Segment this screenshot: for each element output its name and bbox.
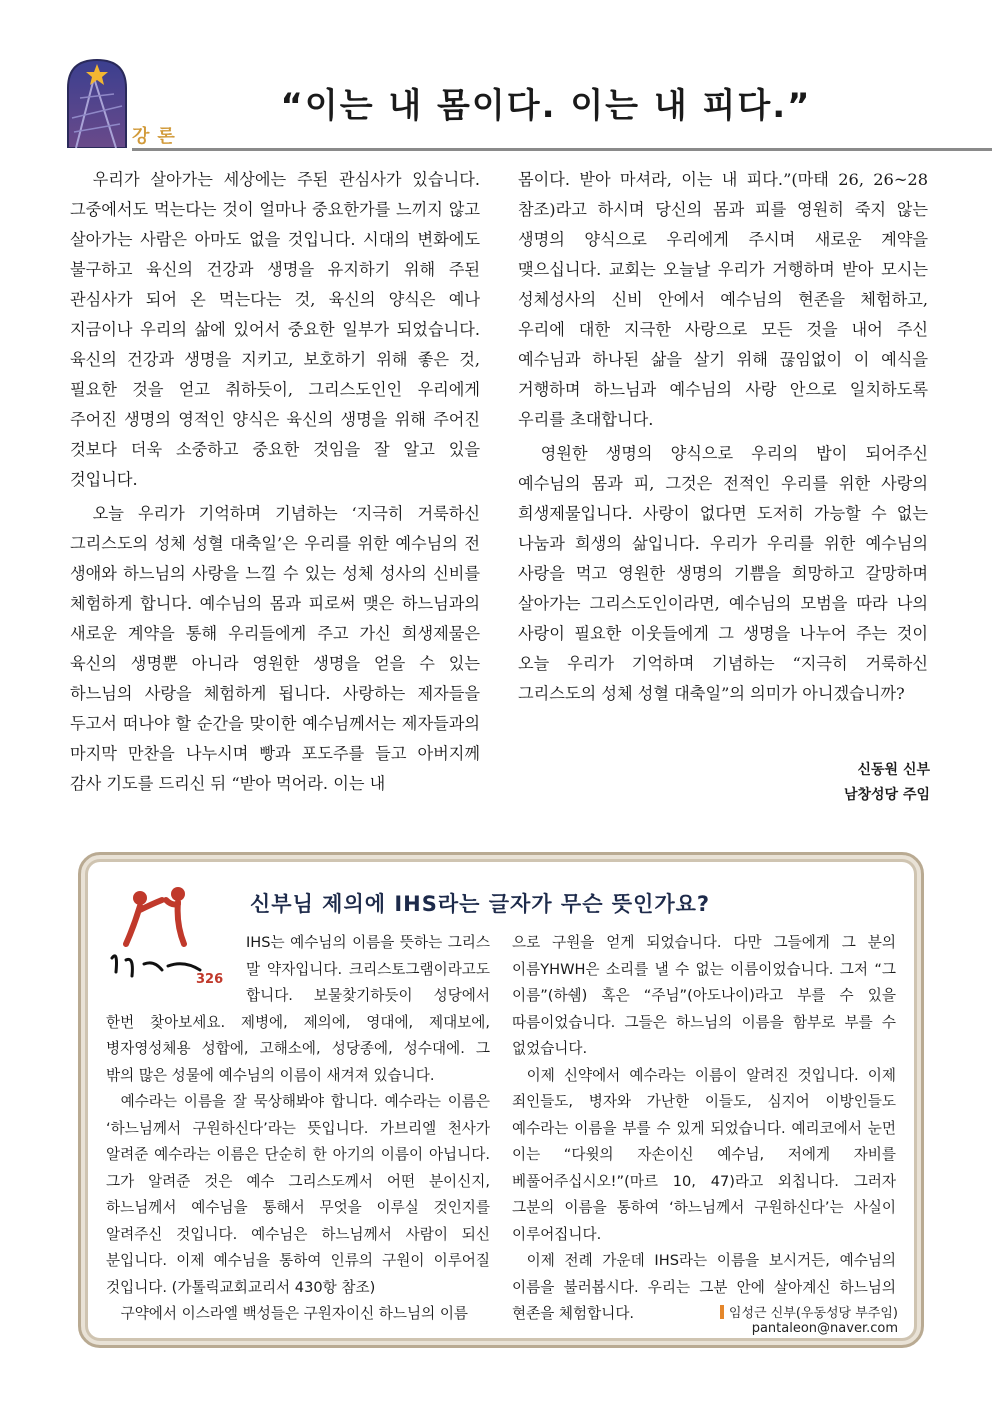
catechism-right-column <box>512 930 896 1328</box>
catechism-paragraph: 구약에서 이스라엘 백성들은 구원자이신 하느님의 이름 <box>120 1305 469 1322</box>
catechism-paragraph: 으로 구원을 얻게 되었습니다. 다만 그들에게 그 분의 이름YHWH은 소리를 낼 수 없는 이름이었습니다. 그저 “그 이름”(하쉠) 혹은 “주님”(아도나이)라고 부를 수 있을 따름이었습니다. 그들은 하느님의 이름을 함부로 부를 수 없었습니다. <box>512 934 896 1057</box>
catechism-paragraph: 예수라는 이름을 잘 묵상해봐야 합니다. 예수라는 이름은 ‘하느님께서 구원하신다’라는 뜻입니다. 가브리엘 천사가 알려준 예수라는 이름은 단순히 한 아기의 이름이 아닙니다. 그가 알려준 것은 예수 그리스도께서 어떤 분이신지, 하느님께서 예수님을 통해서 무엇을 이루실 것인지를 알려주신 것입니다. 예수님은 하느님께서 사람이 되신 분입니다. 이제 예수님을 통하여 인류의 구원이 이루어질 것입니다. (가톨릭교회교리서 430항 참조) <box>106 1093 490 1296</box>
series-number: 326 <box>196 972 224 987</box>
catechism-author <box>580 1302 898 1336</box>
homily-paragraph: 영원한 생명의 양식으로 우리의 밥이 되어주신 예수님의 몸과 피, 그것은 전적인 우리를 위한 사랑의 희생제물입니다. 사랑이 없다면 도저히 가능할 수 없는 나눔과 희생의 삶입니다. 우리가 우리를 위한 예수님의 사랑을 먹고 영원한 생명의 기쁨을 희망하고 갈망하며 살아가는 그리스도인이라면, 예수님의 모범을 따라 나의 사랑이 필요한 이웃들에게 그 생명을 나누어 주는 것이 오늘 우리가 기억하며 기념하는 “지극히 거룩하신 그리스도의 성체 성혈 대축일”의 의미가 아니겠습니까? <box>518 444 928 703</box>
homily-paragraph: 오늘 우리가 기억하며 기념하는 ‘지극히 거룩하신 그리스도의 성체 성혈 대축일’은 우리를 위한 예수님의 전 생애와 하느님의 사랑을 느낄 수 있는 성체 성사의 신비를 체험하게 합니다. 예수님의 몸과 피로써 맺은 하느님과의 새로운 계약을 통해 우리들에게 주고 가신 희생제물은 육신의 생명뿐 아니라 영원한 생명을 얻을 수 있는 하느님의 사랑을 체험하게 됩니다. 사랑하는 제자들을 두고서 떠나야 할 순간을 맞이한 예수님께서는 제자들과의 마지막 만찬을 나누시며 빵과 포도주를 들고 아버지께 감사 기도를 드리신 뒤 “받아 먹어라. 이는 내 <box>70 504 480 793</box>
signature-role: 남창성당 주임 <box>843 787 930 803</box>
homily-right-column <box>518 165 928 713</box>
homily-left-column <box>70 165 480 803</box>
page-title: “이는 내 몸이다. 이는 내 피다.” <box>280 86 812 126</box>
catechism-left-column <box>106 930 490 1328</box>
signature-name: 신동원 신부 <box>857 762 930 778</box>
logo-spacer <box>106 930 246 1008</box>
logo-text: 길을 찾는 교리 <box>104 981 156 990</box>
catechism-title: 신부님 제의에 IHS라는 글자가 무슨 뜻인가요? <box>250 892 711 916</box>
page-header <box>66 58 932 152</box>
homily-signature <box>700 758 930 808</box>
section-label: 강론 <box>132 126 183 147</box>
catechism-paragraph: IHS는 예수님의 이름을 뜻하는 그리스 말 약자입니다. 크리스토그램이라고도 합니다. 보물찾기하듯이 성당에서 한번 찾아보세요. 제병에, 제의에, 영대에, 제대보에, 병자영성체용 성합에, 고해소에, 성당종에, 성수대에. 그 밖의 많은 성물에 예수님의 이름이 새겨져 있습니다. <box>106 934 490 1084</box>
catechism-paragraph: 이제 신약에서 예수라는 이름이 알려진 것입니다. 이제 죄인들도, 병자와 가난한 이들도, 심지어 이방인들도 예수라는 이름을 부를 수 있게 되었습니다. 예리코에서 눈먼 이는 “다윗의 자손이신 예수님, 저에게 자비를 베풀어주십시오!”(마르 10, 47)라고 외칩니다. 그러자 그분의 이름을 통하여 ‘하느님께서 구원하신다’는 사실이 이루어집니다. <box>512 1066 896 1243</box>
homily-paragraph: 우리가 살아가는 세상에는 주된 관심사가 있습니다. 그중에서도 먹는다는 것이 얼마나 중요한가를 느끼지 않고 살아가는 사람은 아마도 없을 것입니다. 시대의 변화에도 불구하고 육신의 건강과 생명을 유지하기 위해 주된 관심사가 되어 온 먹는다는 것, 육신의 양식은 예나 지금이나 우리의 삶에 있어서 중요한 일부가 되었습니다. 육신의 건강과 생명을 지키고, 보호하기 위해 좋은 것, 필요한 것을 얻고 취하듯이, 그리스도인인 우리에게 주어진 생명의 영적인 양식은 육신의 생명을 위해 주어진 것보다 더욱 소중하고 중요한 것임을 잘 알고 있을 것입니다. <box>70 170 480 489</box>
author-bar-icon <box>720 1305 724 1319</box>
stained-glass-icon <box>66 58 128 148</box>
header-divider <box>132 148 992 151</box>
homily-paragraph: 몸이다. 받아 마셔라, 이는 내 피다.”(마태 26, 26~28 참조)라고 하시며 당신의 몸과 피를 영원히 죽지 않는 생명의 양식으로 우리에게 주시며 새로운 계약을 맺으십니다. 교회는 오늘날 우리가 거행하며 받아 모시는 성체성사의 신비 안에서 예수님의 현존을 체험하고, 우리에 대한 지극한 사랑으로 모든 것을 내어 주신 예수님과 하나된 삶을 살기 위해 끊임없이 이 예식을 거행하며 하느님과 예수님의 사랑 안으로 일치하도록 우리를 초대합니다. <box>518 170 928 429</box>
author-text: 임성근 신부(우동성당 부주임) pantaleon@naver.com <box>728 1306 898 1336</box>
catechism-paragraph: 이제 전례 가운데 IHS라는 이름을 보시거든, 예수님의 이름을 불러봅시다. 우리는 그분 안에 살아계신 하느님의 현존을 체험합니다. <box>512 1252 896 1322</box>
